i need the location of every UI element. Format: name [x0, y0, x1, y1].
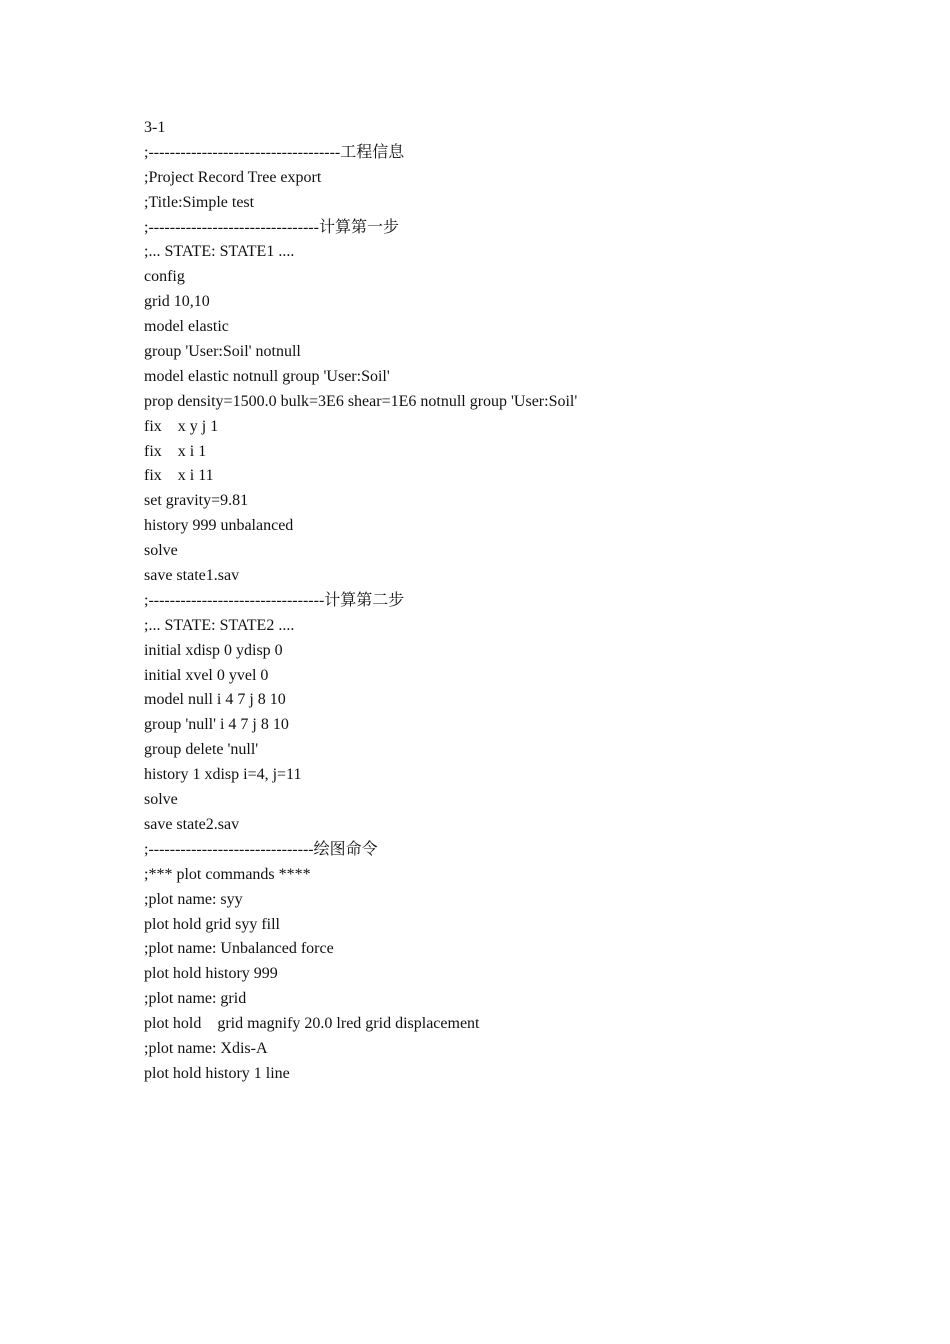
doc-line: ;plot name: grid [144, 990, 247, 1008]
doc-line: model null i 4 7 j 8 10 [144, 691, 286, 709]
doc-line: group 'User:Soil' notnull [144, 343, 301, 361]
doc-line: ;Project Record Tree export [144, 168, 322, 186]
doc-line: set gravity=9.81 [144, 492, 249, 510]
doc-line: ;--------------------------------计算第一步 [144, 218, 399, 236]
doc-line: ;---------------------------------计算第二步 [144, 591, 405, 609]
doc-line: history 999 unbalanced [144, 517, 294, 535]
doc-line: ;... STATE: STATE1 .... [144, 243, 295, 261]
doc-line: plot hold grid syy fill [144, 915, 280, 933]
doc-line: grid 10,10 [144, 293, 210, 311]
doc-line: 3-1 [144, 119, 166, 136]
doc-line: ;plot name: Xdis-A [144, 1039, 268, 1057]
document-body [144, 116, 904, 1087]
doc-line: ;------------------------------------工程信息 [144, 143, 405, 161]
doc-line: ;Title:Simple test [144, 193, 255, 211]
doc-line: solve [144, 791, 178, 809]
doc-line: history 1 xdisp i=4, j=11 [144, 766, 302, 784]
doc-line: plot hold grid magnify 20.0 lred grid displacement [144, 1015, 480, 1033]
doc-line: save state1.sav [144, 567, 240, 585]
doc-line: ;-------------------------------绘图命令 [144, 840, 378, 858]
doc-line: solve [144, 542, 178, 560]
doc-line: initial xvel 0 yvel 0 [144, 666, 269, 684]
doc-line: fix x i 1 [144, 442, 207, 460]
doc-line: model elastic notnull group 'User:Soil' [144, 367, 390, 385]
doc-line: ;... STATE: STATE2 .... [144, 616, 295, 634]
doc-line: config [144, 268, 185, 286]
doc-line: ;plot name: Unbalanced force [144, 940, 334, 958]
doc-line: fix x i 11 [144, 467, 214, 485]
doc-line: model elastic [144, 318, 229, 336]
doc-line: plot hold history 1 line [144, 1064, 290, 1082]
doc-line: save state2.sav [144, 815, 240, 833]
doc-line: plot hold history 999 [144, 965, 278, 983]
doc-line: group 'null' i 4 7 j 8 10 [144, 716, 289, 734]
doc-line: group delete 'null' [144, 741, 259, 759]
doc-line: ;*** plot commands **** [144, 865, 311, 883]
doc-line: fix x y j 1 [144, 417, 219, 435]
doc-line: initial xdisp 0 ydisp 0 [144, 641, 283, 659]
doc-line: ;plot name: syy [144, 890, 243, 908]
doc-line: prop density=1500.0 bulk=3E6 shear=1E6 notnull group 'User:Soil' [144, 392, 578, 410]
